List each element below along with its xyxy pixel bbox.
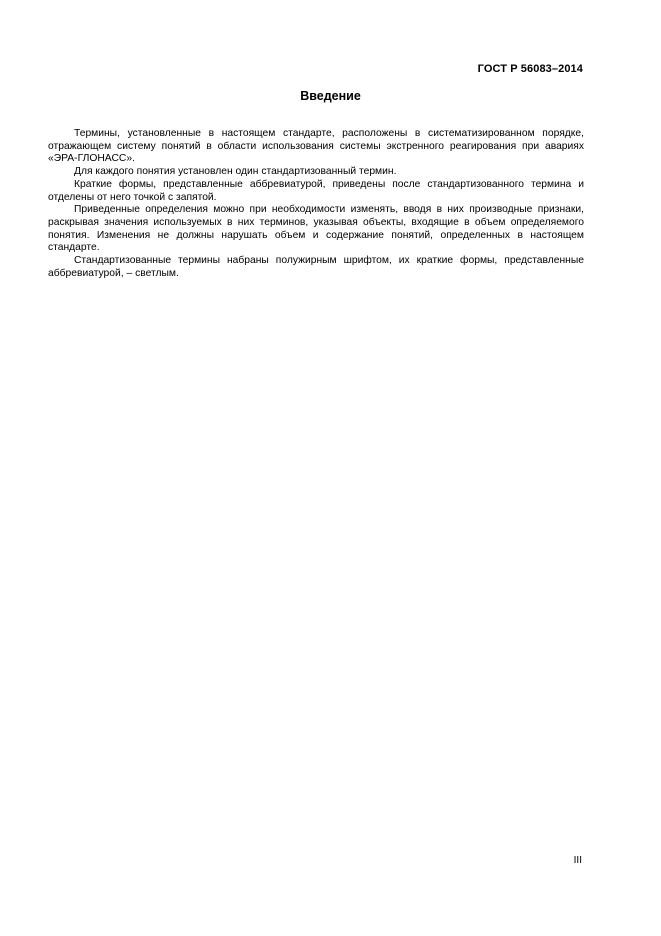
paragraph-short-forms: Краткие формы, представленные аббревиатурой, приведены после стандартизованного термина и отделены от него точкой с запятой. — [48, 178, 584, 203]
page-number: III — [573, 855, 582, 866]
paragraph-definitions: Приведенные определения можно при необходимости изменять, вводя в них производные признаки, раскрывая значения используемых в них терминов, указывая объекты, входящие в объем определяемого понятия. Изменения не должны нарушать объем и содержание понятий, определенных в настоящем стандарте. — [48, 204, 584, 254]
introduction-body — [48, 128, 584, 280]
page-title: Введение — [300, 89, 361, 103]
paragraph-one-term: Для каждого понятия установлен один стандартизованный термин. — [74, 166, 397, 178]
document-code: ГОСТ Р 56083–2014 — [477, 63, 583, 75]
paragraph-typography: Стандартизованные термины набраны полужирным шрифтом, их краткие формы, представленные аббревиатурой, – светлым. — [48, 255, 584, 279]
paragraph-terms-order: Термины, установленные в настоящем стандарте, расположены в систематизированном порядке, отражающем систему понятий в области использования системы экстренного реагирования при авариях «ЭРА-ГЛОНАСС». — [48, 128, 584, 165]
